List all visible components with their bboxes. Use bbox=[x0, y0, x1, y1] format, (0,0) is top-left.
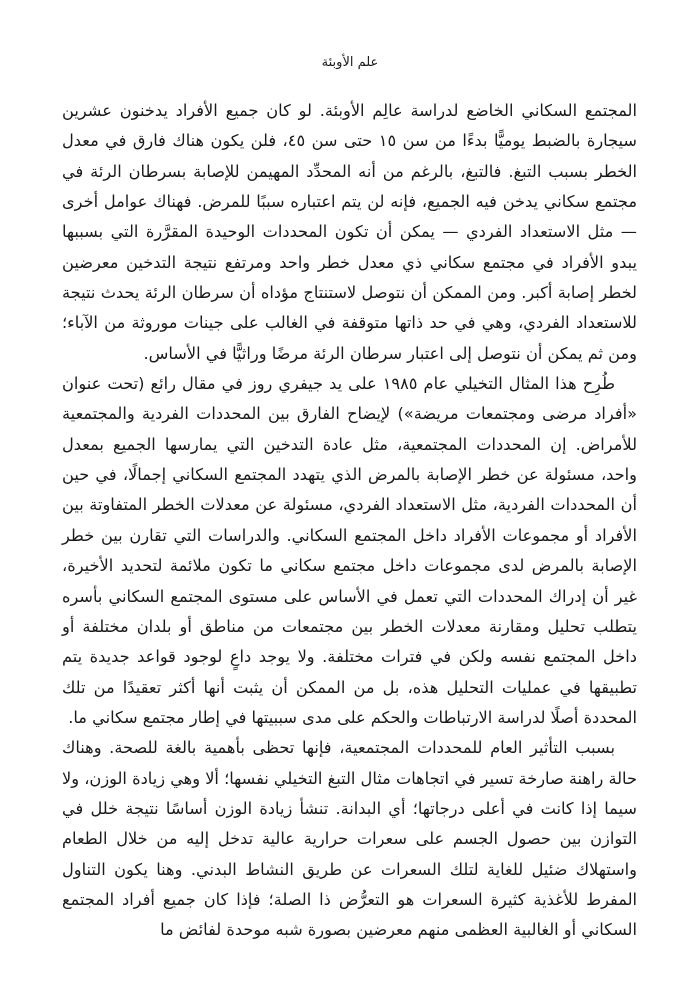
body-text bbox=[62, 96, 637, 946]
running-header: علم الأوبئة bbox=[321, 55, 379, 70]
paragraph-rose-example: طُرِح هذا المثال التخيلي عام ١٩٨٥ على يد جيفري روز في مقال رائع (تحت عنوان «أفراد مرضى ومجتمعات مريضة») لإيضاح الفارق بين المحددات الفردية والمجتمعية للأمراض. إن المحددات المجتمعية، مثل عادة التدخين التي يمارسها الجميع بمعدل واحد، مسئولة عن خطر الإصابة بالمرض الذي يتهدد المجتمع السكاني إجمالًا، في حين أن المحددات الفردية، مثل الاستعداد الفردي، مسئولة عن معدلات الخطر المتفاوتة بين الأفراد أو مجموعات الأفراد داخل المجتمع السكاني. والدراسات التي تقارن بين خطر الإصابة بالمرض لدى مجموعات داخل مجتمع سكاني ما تكون ملائمة لتحديد الأخيرة، غير أن إدراك المحددات التي تعمل في الأساس على مستوى المجتمع السكاني بأسره يتطلب تحليل ومقارنة معدلات الخطر بين مجتمعات من مناطق أو بلدان مختلفة أو داخل المجتمع نفسه ولكن في فترات مختلفة. ولا يوجد داعٍ لوجود قواعد جديدة يتم تطبيقها في عمليات التحليل هذه، بل من الممكن أن يثبت أنها أكثر تعقيدًا من تلك المحددة أصلًا لدراسة الارتباطات والحكم على مدى سببيتها في إطار مجتمع سكاني ما. bbox=[62, 374, 637, 727]
paragraph-continuation: المجتمع السكاني الخاضع لدراسة عالِم الأوبئة. لو كان جميع الأفراد يدخنون عشرين سيجارة بالضبط يوميًّا بدءًا من سن ١٥ حتى سن ٤٥، فلن يكون هناك فارق في معدل الخطر بسبب التبغ. فالتبغ، بالرغم من أنه المحدِّد المهيمن للإصابة بسرطان الرئة في مجتمع سكاني يدخن فيه الجميع، فإنه لن يتم اعتباره سببًا للمرض. فهناك عوامل أخرى — مثل الاستعداد الفردي — يمكن أن تكون المحددات الوحيدة المقرَّرة التي بسببها يبدو الأفراد في مجتمع سكاني ذي معدل خطر واحد ومرتفع نتيجة التدخين معرضين لخطر إصابة أكبر. ومن الممكن أن نتوصل لاستنتاج مؤداه أن سرطان الرئة يحدث نتيجة للاستعداد الفردي، وهي في حد ذاتها متوقفة في الغالب على جينات موروثة من الآباء؛ ومن ثم يمكن أن نتوصل إلى اعتبار سرطان الرئة مرضًا وراثيًّا في الأساس. bbox=[62, 101, 637, 363]
paragraph-obesity: بسبب التأثير العام للمحددات المجتمعية، فإنها تحظى بأهمية بالغة للصحة. وهناك حالة راهنة صارخة تسير في اتجاهات مثال التبغ التخيلي نفسها؛ ألا وهي زيادة الوزن، ولا سيما إذا كانت في أعلى درجاتها؛ أي البدانة. تنشأ زيادة الوزن أساسًا نتيجة خلل في التوازن بين حصول الجسم على سعرات حرارية عالية تدخل إليه من خلال الطعام واستهلاك ضئيل للغاية لتلك السعرات عن طريق النشاط البدني. وهنا يكون التناول المفرط للأغذية كثيرة السعرات هو التعرُّض ذا الصلة؛ فإذا كان جميع أفراد المجتمع السكاني أو الغالبية العظمى منهم معرضين بصورة شبه موحدة لفائض ما bbox=[62, 738, 637, 940]
